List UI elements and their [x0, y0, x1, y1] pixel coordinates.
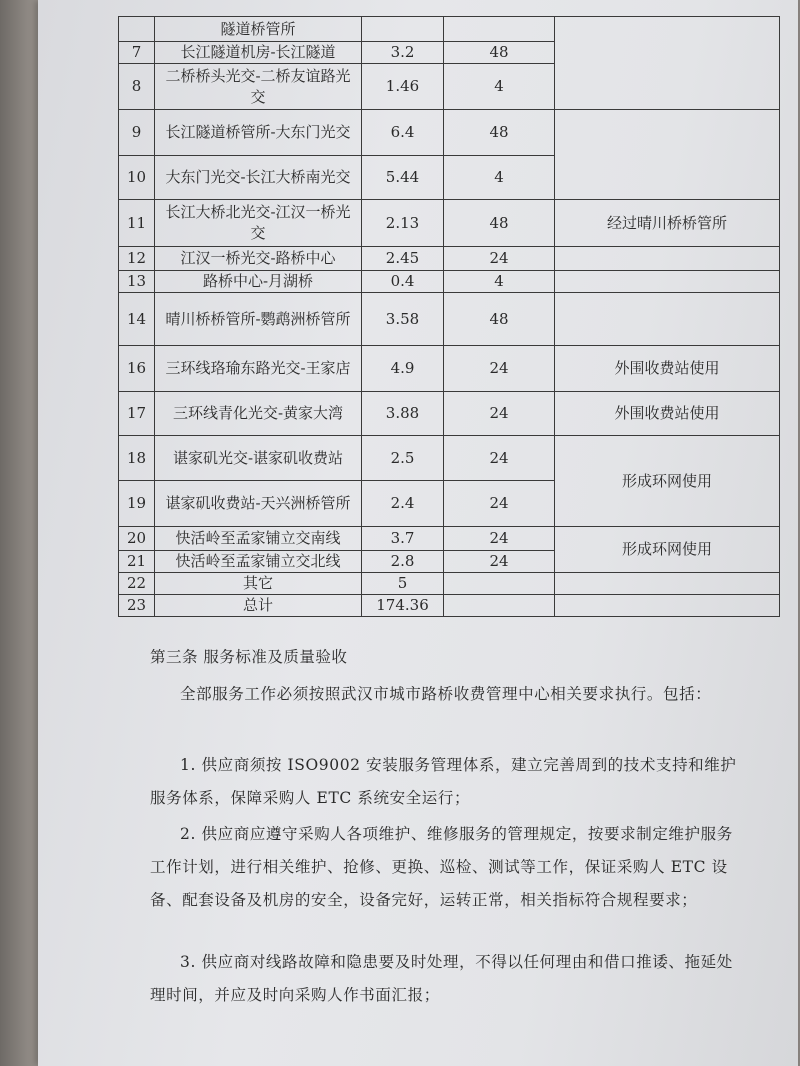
cell-name: 三环线青化光交-黄家大湾 [155, 392, 362, 436]
cell-no: 21 [119, 551, 155, 573]
cell-cores [444, 573, 555, 595]
cell-cores [444, 17, 555, 42]
cell-remark [555, 271, 780, 293]
cell-remark [555, 110, 780, 200]
cell-cores: 24 [444, 436, 555, 481]
cell-name: 长江大桥北光交-江汉一桥光交 [155, 200, 362, 247]
cell-name: 长江隧道桥管所-大东门光交 [155, 110, 362, 156]
table-row [119, 573, 780, 595]
cell-cores: 4 [444, 156, 555, 200]
cell-no: 9 [119, 110, 155, 156]
cell-cores: 24 [444, 247, 555, 271]
table-row [119, 436, 780, 481]
cell-name: 谌家矶光交-谌家矶收费站 [155, 436, 362, 481]
section-heading: 第三条 服务标准及质量验收 [150, 648, 348, 666]
cell-name: 快活岭至孟家铺立交北线 [155, 551, 362, 573]
cell-remark: 外围收费站使用 [555, 392, 780, 436]
cell-km: 174.36 [362, 595, 444, 617]
section-item-3: 3. 供应商对线路故障和隐患要及时处理，不得以任何理由和借口推诿、拖延处理时间，并应及时向采购人作书面汇报； [150, 953, 733, 1004]
cell-no: 23 [119, 595, 155, 617]
cell-remark: 外围收费站使用 [555, 346, 780, 392]
table-row [119, 392, 780, 436]
cell-no: 8 [119, 64, 155, 110]
table-row [119, 527, 780, 551]
cell-remark: 经过晴川桥桥管所 [555, 200, 780, 247]
cell-km: 3.88 [362, 392, 444, 436]
table-row [119, 595, 780, 617]
cell-no: 13 [119, 271, 155, 293]
section-intro: 全部服务工作必须按照武汉市城市路桥收费管理中心相关要求执行。包括： [180, 685, 712, 703]
cell-no: 12 [119, 247, 155, 271]
page-background-edge [0, 0, 38, 1066]
cell-cores: 24 [444, 346, 555, 392]
cell-remark: 形成环网使用 [555, 436, 780, 527]
cell-remark [555, 573, 780, 595]
table-row [119, 271, 780, 293]
cell-km: 5 [362, 573, 444, 595]
cell-cores: 24 [444, 481, 555, 527]
cell-km: 2.45 [362, 247, 444, 271]
cell-name: 谌家矶收费站-天兴洲桥管所 [155, 481, 362, 527]
cell-km: 3.58 [362, 293, 444, 346]
fiber-line-table [118, 16, 780, 617]
section-item-2: 2. 供应商应遵守采购人各项维护、维修服务的管理规定，按要求制定维护服务工作计划，进行相关维护、抢修、更换、巡检、测试等工作，保证采购人 ETC 设备、配套设备及机房的安全，设备完好，运转正常，相关指标符合规程要求； [150, 825, 733, 909]
cell-name: 二桥桥头光交-二桥友谊路光交 [155, 64, 362, 110]
cell-km: 2.8 [362, 551, 444, 573]
table-row [119, 200, 780, 247]
cell-cores: 48 [444, 293, 555, 346]
cell-cores: 24 [444, 392, 555, 436]
cell-km: 2.5 [362, 436, 444, 481]
cell-name: 长江隧道机房-长江隧道 [155, 42, 362, 64]
cell-cores: 4 [444, 64, 555, 110]
cell-cores: 4 [444, 271, 555, 293]
cell-no: 18 [119, 436, 155, 481]
cell-cores: 24 [444, 551, 555, 573]
cell-remark [555, 247, 780, 271]
cell-km: 3.7 [362, 527, 444, 551]
cell-km: 1.46 [362, 64, 444, 110]
cell-name: 三环线珞瑜东路光交-王家店 [155, 346, 362, 392]
cell-no: 17 [119, 392, 155, 436]
cell-name: 总计 [155, 595, 362, 617]
cell-km: 4.9 [362, 346, 444, 392]
cell-name: 快活岭至孟家铺立交南线 [155, 527, 362, 551]
cell-km: 0.4 [362, 271, 444, 293]
cell-name: 大东门光交-长江大桥南光交 [155, 156, 362, 200]
cell-cores: 48 [444, 200, 555, 247]
cell-km: 6.4 [362, 110, 444, 156]
cell-km [362, 17, 444, 42]
cell-name: 晴川桥桥管所-鹦鹉洲桥管所 [155, 293, 362, 346]
table-row [119, 293, 780, 346]
table-row [119, 17, 780, 42]
cell-cores: 24 [444, 527, 555, 551]
cell-no: 22 [119, 573, 155, 595]
cell-no: 16 [119, 346, 155, 392]
cell-km: 2.4 [362, 481, 444, 527]
cell-no [119, 17, 155, 42]
cell-km: 5.44 [362, 156, 444, 200]
cell-no: 19 [119, 481, 155, 527]
cell-no: 14 [119, 293, 155, 346]
cell-name: 隧道桥管所 [155, 17, 362, 42]
table-row [119, 110, 780, 156]
cell-cores [444, 595, 555, 617]
cell-cores: 48 [444, 42, 555, 64]
table-row [119, 346, 780, 392]
cell-cores: 48 [444, 110, 555, 156]
cell-remark [555, 595, 780, 617]
cell-name: 江汉一桥光交-路桥中心 [155, 247, 362, 271]
section-item-1: 1. 供应商须按 ISO9002 安装服务管理体系，建立完善周到的技术支持和维护服务体系，保障采购人 ETC 系统安全运行； [150, 756, 737, 807]
cell-remark [555, 293, 780, 346]
cell-no: 20 [119, 527, 155, 551]
cell-km: 2.13 [362, 200, 444, 247]
cell-no: 7 [119, 42, 155, 64]
cell-no: 10 [119, 156, 155, 200]
cell-name: 路桥中心-月湖桥 [155, 271, 362, 293]
cell-remark [555, 17, 780, 110]
cell-no: 11 [119, 200, 155, 247]
cell-km: 3.2 [362, 42, 444, 64]
cell-name: 其它 [155, 573, 362, 595]
table-row [119, 247, 780, 271]
cell-remark: 形成环网使用 [555, 527, 780, 573]
